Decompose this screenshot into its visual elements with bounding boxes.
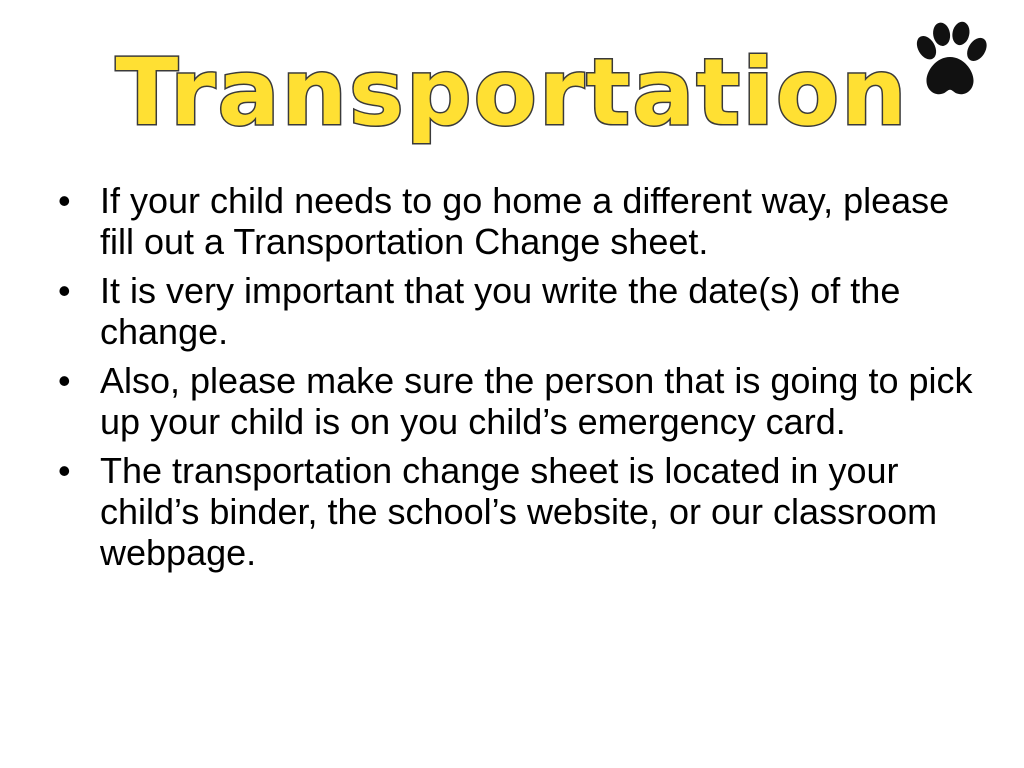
bullet-marker: • bbox=[58, 180, 71, 221]
bullet-list bbox=[58, 180, 978, 581]
bullet-marker: • bbox=[58, 450, 71, 491]
bullet-text: If your child needs to go home a different way, please fill out a Transportation Change sheet. bbox=[100, 180, 950, 262]
paw-print-icon bbox=[908, 20, 992, 104]
bullet-item bbox=[58, 360, 978, 442]
bullet-item bbox=[58, 180, 978, 262]
bullet-text: Also, please make sure the person that is going to pick up your child is on you child’s emergency card. bbox=[100, 360, 973, 442]
bullet-item bbox=[58, 450, 978, 573]
slide-title: Transportation bbox=[115, 39, 909, 146]
bullet-text: It is very important that you write the date(s) of the change. bbox=[100, 270, 901, 352]
bullet-marker: • bbox=[58, 360, 71, 401]
bullet-marker: • bbox=[58, 270, 71, 311]
bullet-text: The transportation change sheet is located in your child’s binder, the school’s website, or our classroom webpage. bbox=[100, 450, 938, 573]
bullet-item bbox=[58, 270, 978, 352]
